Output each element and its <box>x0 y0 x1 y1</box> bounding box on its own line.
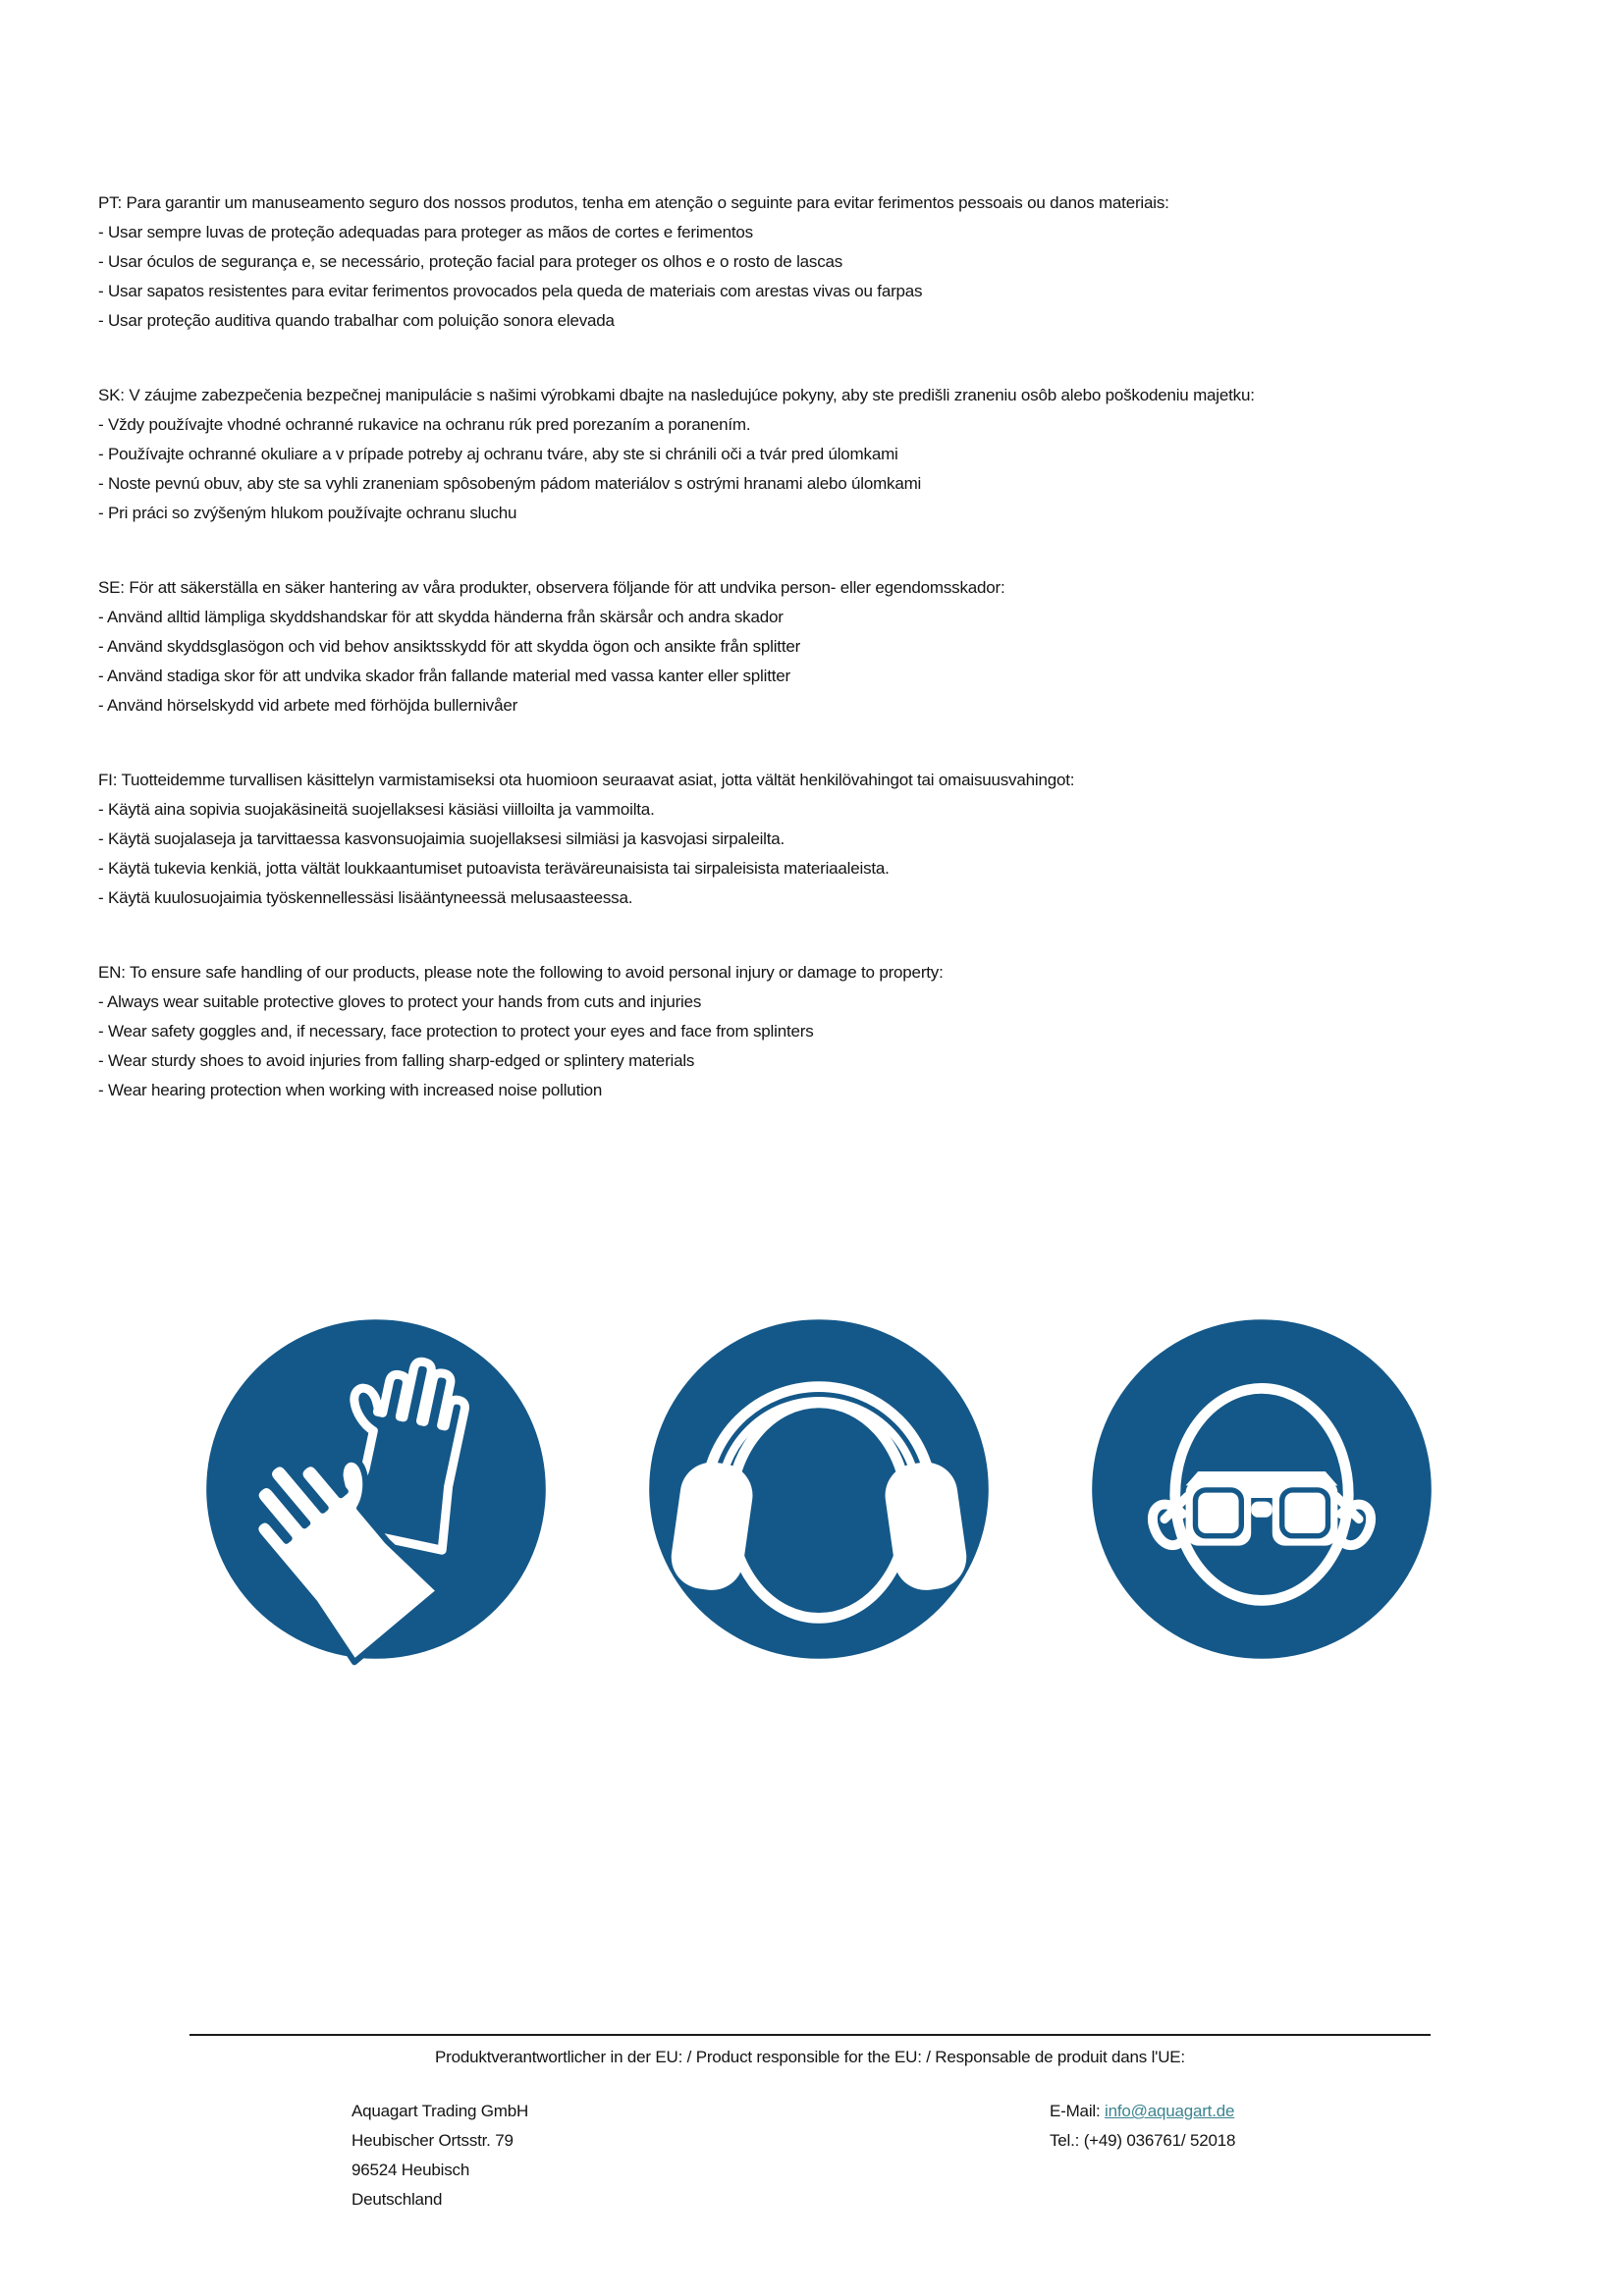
footer-heading: Produktverantwortlicher in der EU: / Product responsible for the EU: / Responsable de produit dans l'UE: <box>435 2048 1185 2066</box>
company-address-block <box>352 2097 528 2215</box>
section-intro: SK: V záujme zabezpečenia bezpečnej manipulácie s našimi výrobkami dbajte na nasledujúce pokyny, aby ste predišli zraneniu osôb alebo poškodeniu majetku: <box>98 386 1255 404</box>
bullet-line: - Käytä kuulosuojaimia työskennellessäsi lisääntyneessä melusaasteessa. <box>98 888 633 907</box>
bullet-line: - Wear hearing protection when working with increased noise pollution <box>98 1081 603 1099</box>
company-street: Heubischer Ortsstr. 79 <box>352 2131 514 2150</box>
section-intro: PT: Para garantir um manuseamento seguro dos nossos produtos, tenha em atenção o seguinte para evitar ferimentos pessoais ou danos materiais: <box>98 193 1169 212</box>
bullet-line: - Noste pevnú obuv, aby ste sa vyhli zraneniam spôsobeným pádom materiálov s ostrými hranami alebo úlomkami <box>98 474 922 493</box>
section-intro: EN: To ensure safe handling of our products, please note the following to avoid personal injury or damage to property: <box>98 963 944 982</box>
section-intro: FI: Tuotteidemme turvallisen käsittelyn varmistamiseksi ota huomioon seuraavat asiat, jotta vältät henkilövahingot tai omaisuusvahingot: <box>98 771 1075 789</box>
email-link[interactable]: info@aquagart.de <box>1105 2102 1235 2120</box>
protective-gloves-mandatory-icon <box>199 1312 553 1666</box>
safety-text-section-en <box>98 958 1571 1105</box>
bullet-line: - Usar sempre luvas de proteção adequadas para proteger as mãos de cortes e ferimentos <box>98 223 753 241</box>
footer-divider <box>189 2034 1431 2036</box>
bullet-line: - Använd hörselskydd vid arbete med förhöjda bullernivåer <box>98 696 518 715</box>
company-name: Aquagart Trading GmbH <box>352 2102 529 2120</box>
bullet-line: - Usar óculos de segurança e, se necessário, proteção facial para proteger os olhos e o rosto de lascas <box>98 252 843 271</box>
eye-protection-mandatory-icon <box>1085 1312 1438 1666</box>
bullet-line: - Wear safety goggles and, if necessary, face protection to protect your eyes and face from splinters <box>98 1022 814 1041</box>
safety-text-section-se <box>98 573 1571 721</box>
bullet-line: - Wear sturdy shoes to avoid injuries from falling sharp-edged or splintery materials <box>98 1051 695 1070</box>
bullet-line: - Använd stadiga skor för att undvika skador från fallande material med vassa kanter eller splitter <box>98 667 790 685</box>
safety-text-section-fi <box>98 766 1571 913</box>
bullet-line: - Käytä tukevia kenkiä, jotta vältät loukkaantumiset putoavista teräväreunaisista tai sirpaleisista materiaaleista. <box>98 859 890 878</box>
safety-text-section-sk <box>98 381 1571 528</box>
bullet-line: - Använd skyddsglasögon och vid behov ansiktsskydd för att skydda ögon och ansikte från splitter <box>98 637 801 656</box>
email-line <box>1050 2097 1235 2126</box>
bullet-line: - Always wear suitable protective gloves to protect your hands from cuts and injuries <box>98 992 702 1011</box>
safety-instructions <box>98 188 1571 1150</box>
company-city: 96524 Heubisch <box>352 2161 470 2179</box>
bullet-line: - Vždy používajte vhodné ochranné rukavice na ochranu rúk pred porezaním a poranením. <box>98 415 751 434</box>
bullet-line: - Usar sapatos resistentes para evitar ferimentos provocados pela queda de materiais com arestas vivas ou farpas <box>98 282 923 300</box>
bullet-line: - Använd alltid lämpliga skyddshandskar för att skydda händerna från skärsår och andra skador <box>98 608 784 626</box>
section-intro: SE: För att säkerställa en säker hantering av våra produkter, observera följande för att undvika person- eller egendomsskador: <box>98 578 1005 597</box>
phone-line: Tel.: (+49) 036761/ 52018 <box>1050 2131 1236 2150</box>
bullet-line: - Käytä aina sopivia suojakäsineitä suojellaksesi käsiäsi viilloilta ja vammoilta. <box>98 800 655 819</box>
ear-protection-mandatory-icon <box>642 1312 996 1666</box>
bullet-line: - Pri práci so zvýšeným hlukom používajte ochranu sluchu <box>98 504 517 522</box>
contact-block <box>1050 2097 1235 2156</box>
bullet-line: - Používajte ochranné okuliare a v prípade potreby aj ochranu tváre, aby ste si chránili oči a tvár pred úlomkami <box>98 445 898 463</box>
safety-pictogram-row <box>199 1312 1438 1666</box>
email-label: E-Mail: <box>1050 2102 1101 2120</box>
bullet-line: - Käytä suojalaseja ja tarvittaessa kasvonsuojaimia suojellaksesi silmiäsi ja kasvojasi sirpaleilta. <box>98 829 785 848</box>
bullet-line: - Usar proteção auditiva quando trabalhar com poluição sonora elevada <box>98 311 615 330</box>
company-country: Deutschland <box>352 2190 443 2209</box>
safety-text-section-pt <box>98 188 1571 336</box>
